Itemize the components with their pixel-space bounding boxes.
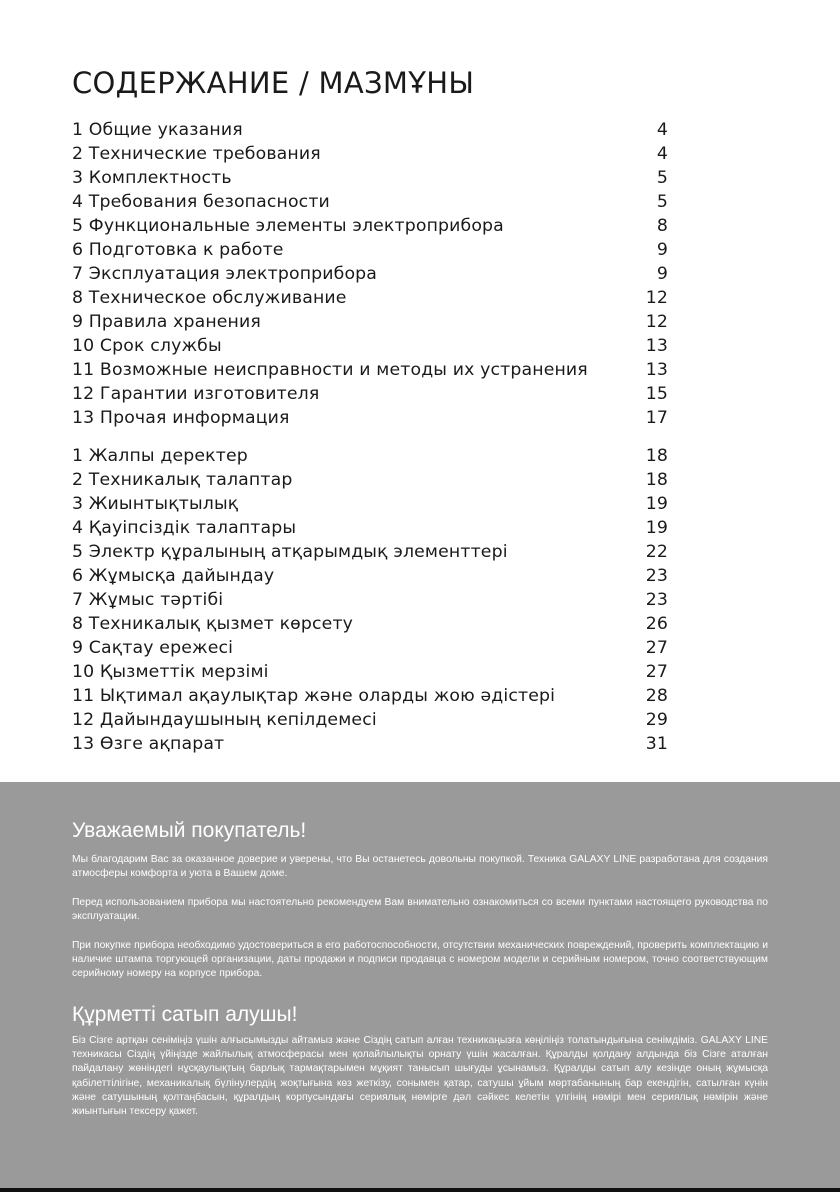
toc-item-page: 15: [645, 384, 668, 404]
toc-item-label: 3 Комплектность: [72, 168, 232, 188]
toc-item-page: 22: [645, 542, 668, 562]
customer-message-panel: [0, 782, 840, 1192]
toc-item[interactable]: [72, 588, 668, 612]
toc-item[interactable]: [72, 540, 668, 564]
toc-item-label: 7 Эксплуатация электроприбора: [72, 264, 378, 284]
toc-item-page: 27: [645, 662, 668, 682]
toc-item-label: 2 Техникалық талаптар: [72, 470, 293, 490]
toc-list-ru: [72, 118, 668, 430]
toc-item-label: 5 Функциональные элементы электроприбора: [72, 216, 504, 236]
toc-item[interactable]: [72, 444, 668, 468]
toc-item-page: 9: [656, 264, 668, 284]
toc-title: СОДЕРЖАНИЕ / МАЗМҰНЫ: [72, 66, 475, 100]
toc-item-page: 4: [656, 144, 668, 164]
toc-item[interactable]: [72, 166, 668, 190]
toc-item-label: 7 Жұмыс тәртібі: [72, 590, 224, 610]
toc-item[interactable]: [72, 732, 668, 756]
toc-item-label: 10 Срок службы: [72, 336, 222, 356]
toc-item-label: 11 Ықтимал ақаулықтар және оларды жою әдістері: [72, 686, 556, 706]
toc-item-page: 13: [645, 360, 668, 380]
toc-item[interactable]: [72, 382, 668, 406]
toc-item-page: 23: [645, 590, 668, 610]
toc-item[interactable]: [72, 118, 668, 142]
toc-item[interactable]: [72, 612, 668, 636]
toc-item-page: 5: [656, 168, 668, 188]
toc-item[interactable]: [72, 660, 668, 684]
toc-item-page: 18: [645, 470, 668, 490]
toc-item[interactable]: [72, 262, 668, 286]
toc-item[interactable]: [72, 214, 668, 238]
toc-item-label: 3 Жиынтықтылық: [72, 494, 239, 514]
toc-item-label: 4 Қауіпсіздік талаптары: [72, 518, 297, 538]
bottom-divider: [0, 1188, 840, 1192]
toc-item[interactable]: [72, 636, 668, 660]
toc-item-page: 19: [645, 518, 668, 538]
ru-greeting-heading: Уважаемый покупатель!: [72, 819, 307, 842]
toc-item-label: 9 Сақтау ережесі: [72, 638, 234, 658]
toc-item-label: 2 Технические требования: [72, 144, 321, 164]
toc-item-label: 13 Прочая информация: [72, 408, 290, 428]
toc-item[interactable]: [72, 684, 668, 708]
toc-item-label: 6 Подготовка к работе: [72, 240, 284, 260]
toc-item-page: 26: [645, 614, 668, 634]
toc-item-page: 12: [645, 312, 668, 332]
toc-item-label: 9 Правила хранения: [72, 312, 261, 332]
kz-paragraph: Біз Сізге артқан сеніміңіз үшін алғысымызды айтамыз және Сіздің сатып алған техникаңызға көңіліңіз толатындығына сенімдіміз. GALAXY LINE техникасы Сіздің үйіңізде жайлылық атмосферасы мен қолайлылықты орнату үшін жасалған. Құралды қолдану алдында біз Сізге аталған пайдалану жөніндегі нұсқаулықтың барлық тармақтарымен мұқият танысып шығуды ұсынамыз. Құралды сатып алу кезінде оның жұмысқа қабілеттілігіне, механикалық бүлінулердің жоқтығына көз жеткізу, сонымен қатар, сатушы ұйым мөртабанының бар екендігін, сатылған күнін және сатушының қолтаңбасын, құралдың корпусындағы сериялық нөмірге дәл сәйкес келетін үлгінің нөмірі мен сериялық нөмірін және жиынтығын тексеру қажет.: [72, 1035, 768, 1118]
toc-item-page: 19: [645, 494, 668, 514]
toc-item[interactable]: [72, 286, 668, 310]
toc-item[interactable]: [72, 468, 668, 492]
toc-item-page: 4: [656, 120, 668, 140]
toc-item-page: 5: [656, 192, 668, 212]
toc-item[interactable]: [72, 142, 668, 166]
toc-item-label: 6 Жұмысқа дайындау: [72, 566, 275, 586]
toc-item-label: 8 Техникалық қызмет көрсету: [72, 614, 354, 634]
toc-item[interactable]: [72, 708, 668, 732]
ru-paragraph: Перед использованием прибора мы настоятельно рекомендуем Вам внимательно ознакомиться со всеми пунктами настоящего руководства по эксплуатации.: [72, 897, 768, 923]
toc-item-page: 18: [645, 446, 668, 466]
toc-list-kz: [72, 444, 668, 756]
toc-item-page: 31: [645, 734, 668, 754]
toc-item[interactable]: [72, 516, 668, 540]
toc-item-label: 4 Требования безопасности: [72, 192, 330, 212]
toc-item-label: 5 Электр құралының атқарымдық элементтері: [72, 542, 508, 562]
toc-item[interactable]: [72, 238, 668, 262]
toc-item-page: 29: [645, 710, 668, 730]
toc-item-label: 11 Возможные неисправности и методы их устранения: [72, 360, 588, 380]
toc-item[interactable]: [72, 564, 668, 588]
toc-item[interactable]: [72, 334, 668, 358]
toc-item-label: 1 Жалпы деректер: [72, 446, 248, 466]
ru-paragraph: Мы благодарим Вас за оказанное доверие и уверены, что Вы останетесь довольны покупкой. Техника GALAXY LINE разработана для создания атмосферы комфорта и уюта в Вашем доме.: [72, 854, 768, 880]
toc-item-page: 9: [656, 240, 668, 260]
toc-item-page: 13: [645, 336, 668, 356]
toc-item-label: 8 Техническое обслуживание: [72, 288, 347, 308]
toc-item-page: 28: [645, 686, 668, 706]
toc-item-label: 1 Общие указания: [72, 120, 243, 140]
ru-paragraph: При покупке прибора необходимо удостовериться в его работоспособности, отсутствии механических повреждений, проверить комплектацию и наличие штампа торгующей организации, даты продажи и подписи продавца с номером модели и серийным номером, точно соответствующим серийному номеру на корпусе прибора.: [72, 940, 768, 980]
toc-item[interactable]: [72, 358, 668, 382]
toc-item-label: 12 Дайындаушының кепілдемесі: [72, 710, 377, 730]
toc-item-page: 27: [645, 638, 668, 658]
toc-item-label: 12 Гарантии изготовителя: [72, 384, 320, 404]
toc-item-page: 17: [645, 408, 668, 428]
toc-item[interactable]: [72, 492, 668, 516]
toc-item-label: 10 Қызметтік мерзімі: [72, 662, 269, 682]
kz-greeting-heading: Құрметті сатып алушы!: [72, 1003, 298, 1026]
toc-item-label: 13 Өзге ақпарат: [72, 734, 225, 754]
toc-item[interactable]: [72, 406, 668, 430]
toc-item-page: 12: [645, 288, 668, 308]
toc-item[interactable]: [72, 190, 668, 214]
toc-item-page: 8: [656, 216, 668, 236]
toc-item[interactable]: [72, 310, 668, 334]
toc-item-page: 23: [645, 566, 668, 586]
